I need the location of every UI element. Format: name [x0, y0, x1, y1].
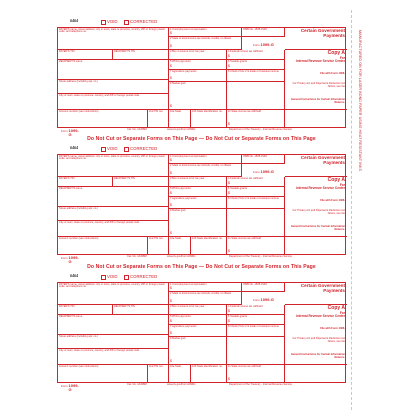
second-tin-field[interactable]: 2nd TIN not. [148, 110, 169, 128]
form-name: Form 1099-G [253, 297, 274, 302]
city-field[interactable]: City or town, state or province, country, and ZIP or foreign postal code [58, 349, 169, 365]
irs-url: www.irs.gov/Form1099G [167, 128, 196, 131]
void-box[interactable] [101, 20, 106, 25]
file-with-note: File with Form 1096. [320, 327, 345, 330]
payer-tin-field[interactable]: PAYER'S TIN [58, 305, 113, 315]
form-title: Certain Government Payments [285, 283, 347, 305]
corrected-label: CORRECTED [130, 146, 158, 151]
payer-tin-field[interactable]: PAYER'S TIN [58, 50, 113, 60]
recipient-name-field[interactable]: RECIPIENT'S name [58, 60, 169, 80]
form-1099g [57, 273, 346, 393]
form-1099g [57, 18, 346, 138]
corrected-box[interactable] [124, 147, 129, 152]
box6-field[interactable]: 6 Taxable grants $ [227, 315, 285, 325]
corrected-checkbox[interactable] [124, 147, 157, 152]
form-code: 6464 [70, 273, 78, 278]
second-tin-field[interactable]: 2nd TIN not. [148, 365, 169, 383]
general-instructions: General Instructions for Certain Information Returns. [285, 353, 347, 365]
corrected-label: CORRECTED [130, 274, 158, 279]
form-grid [57, 154, 346, 255]
side-blank [285, 237, 347, 255]
side-blank [285, 365, 347, 383]
side-blank [285, 110, 347, 128]
void-label: VOID [107, 146, 118, 151]
box4-field[interactable]: 4 Federal income tax withheld $ [227, 177, 285, 187]
payer-info-field[interactable]: PAYER'S name, street address, city or town, state or province, country, ZIP or foreign postal code, and telephone no. [58, 155, 169, 177]
margin-text-label: MANUFACTURED ON FOR LASER BOND PAPER USING HEAT RESISTANT INKS [358, 30, 362, 172]
box5-field[interactable]: 5 RTAA payments $ [169, 187, 227, 197]
box9-field[interactable]: 9 Market gain $ [169, 337, 227, 365]
general-instructions: General Instructions for Certain Information Returns. [285, 225, 347, 237]
form-name: Form 1099-G [253, 42, 274, 47]
corrected-checkbox[interactable] [124, 20, 157, 25]
form-code: 6464 [70, 145, 78, 150]
box10b-field[interactable]: 10b State identification no. [191, 110, 227, 128]
form-name: Form 1099-G [253, 169, 274, 174]
form-title: Certain Government Payments [285, 155, 347, 177]
file-with-note: File with Form 1096. [320, 72, 345, 75]
void-checkbox[interactable] [101, 147, 118, 152]
perforation-line [351, 10, 352, 410]
box1-field[interactable]: 1 Unemployment compensation $ [169, 28, 242, 37]
irs-url: www.irs.gov/Form1099G [167, 255, 196, 258]
account-number-field[interactable]: Account number (see instructions) [58, 110, 148, 128]
void-checkbox[interactable] [101, 20, 118, 25]
box10b-field[interactable]: 10b State identification no. [191, 365, 227, 383]
corrected-label: CORRECTED [130, 19, 158, 24]
account-number-field[interactable]: Account number (see instructions) [58, 237, 148, 255]
copy-a-block: Copy A For Internal Revenue Service Center [296, 177, 345, 191]
street-address-field[interactable]: Street address (including apt. no.) [58, 207, 169, 221]
margin-text [356, 30, 362, 410]
recipient-tin-field[interactable]: RECIPIENT'S TIN [113, 177, 169, 187]
recipient-tin-field[interactable]: RECIPIENT'S TIN [113, 50, 169, 60]
recipient-tin-field[interactable]: RECIPIENT'S TIN [113, 305, 169, 315]
department-label: Department of the Treasury - Internal Revenue Service [229, 128, 293, 131]
department-label: Department of the Treasury - Internal Revenue Service [229, 383, 293, 386]
box8-field[interactable]: 8 Check if box 2 is trade or business income [227, 325, 285, 337]
cat-number: Cat. No. 14438M [127, 255, 147, 258]
box8-field[interactable]: 8 Check if box 2 is trade or business income [227, 70, 285, 82]
box10b-field[interactable]: 10b State identification no. [191, 237, 227, 255]
box3-field[interactable]: 3 Box 2 amount is for tax year [169, 50, 227, 60]
form-code: 6464 [70, 18, 78, 23]
box2-field[interactable]: 2 State or local income tax refunds, credits, or offsets $ [169, 164, 242, 177]
corrected-checkbox[interactable] [124, 275, 157, 280]
box9-field[interactable]: 9 Market gain $ [169, 82, 227, 110]
privacy-note: For Privacy Act and Paperwork Reduction Act Notice, see the [292, 209, 345, 215]
form-grid [57, 282, 346, 383]
copy-a-block: Copy A For Internal Revenue Service Center [296, 50, 345, 64]
void-checkbox[interactable] [101, 275, 118, 280]
cat-number: Cat. No. 14438M [127, 383, 147, 386]
payer-info-field[interactable]: PAYER'S name, street address, city or town, state or province, country, ZIP or foreign postal code, and telephone no. [58, 28, 169, 50]
cut-notice: Do Not Cut or Separate Forms on This Page — Do Not Cut or Separate Forms on This Page [87, 264, 316, 270]
box9-field[interactable]: 9 Market gain $ [169, 209, 227, 237]
box3-field[interactable]: 3 Box 2 amount is for tax year [169, 177, 227, 187]
corrected-box[interactable] [124, 275, 129, 280]
general-instructions: General Instructions for Certain Information Returns. [285, 98, 347, 110]
box4-field[interactable]: 4 Federal income tax withheld $ [227, 305, 285, 315]
box11-field[interactable]: 11 State income tax withheld $ [227, 237, 285, 255]
box7-field[interactable]: 7 Agriculture payments $ [169, 325, 227, 337]
footer-form-name: Form 1099-G [61, 255, 79, 265]
blank-field [227, 209, 285, 237]
street-address-field[interactable]: Street address (including apt. no.) [58, 335, 169, 349]
recipient-name-field[interactable]: RECIPIENT'S name [58, 187, 169, 207]
box8-field[interactable]: 8 Check if box 2 is trade or business income [227, 197, 285, 209]
omb-number: OMB No. 1545-0120 [242, 28, 285, 37]
void-label: VOID [107, 19, 118, 24]
box7-field[interactable]: 7 Agriculture payments $ [169, 197, 227, 209]
box3-field[interactable]: 3 Box 2 amount is for tax year [169, 305, 227, 315]
box11-field[interactable]: 11 State income tax withheld $ [227, 110, 285, 128]
corrected-box[interactable] [124, 20, 129, 25]
box5-field[interactable]: 5 RTAA payments $ [169, 315, 227, 325]
box7-field[interactable]: 7 Agriculture payments $ [169, 70, 227, 82]
footer-form-name: Form 1099-G [61, 128, 79, 138]
box5-field[interactable]: 5 RTAA payments $ [169, 60, 227, 70]
payer-info-field[interactable]: PAYER'S name, street address, city or town, state or province, country, ZIP or foreign postal code, and telephone no. [58, 283, 169, 305]
cat-number: Cat. No. 14438M [127, 128, 147, 131]
box10a-field[interactable]: 10a State [169, 110, 191, 128]
form-footer [57, 383, 346, 393]
footer-form-name: Form 1099-G [61, 383, 79, 393]
file-with-note: File with Form 1096. [320, 199, 345, 202]
void-label: VOID [107, 274, 118, 279]
omb-number: OMB No. 1545-0120 [242, 155, 285, 164]
omb-number: OMB No. 1545-0120 [242, 283, 285, 292]
copy-a-block: Copy A For Internal Revenue Service Center [296, 305, 345, 319]
box6-field[interactable]: 6 Taxable grants $ [227, 187, 285, 197]
privacy-note: For Privacy Act and Paperwork Reduction Act Notice, see the [292, 82, 345, 88]
form-footer [57, 128, 346, 138]
city-field[interactable]: City or town, state or province, country, and ZIP or foreign postal code [58, 94, 169, 110]
blank-field [227, 82, 285, 110]
second-tin-field[interactable]: 2nd TIN not. [148, 237, 169, 255]
blank-field [227, 337, 285, 365]
box1-field[interactable]: 1 Unemployment compensation $ [169, 155, 242, 164]
box2-field[interactable]: 2 State or local income tax refunds, credits, or offsets $ [169, 292, 242, 305]
account-number-field[interactable]: Account number (see instructions) [58, 365, 148, 383]
box2-field[interactable]: 2 State or local income tax refunds, credits, or offsets $ [169, 37, 242, 50]
payer-tin-field[interactable]: PAYER'S TIN [58, 177, 113, 187]
irs-url: www.irs.gov/Form1099G [167, 383, 196, 386]
box4-field[interactable]: 4 Federal income tax withheld $ [227, 50, 285, 60]
privacy-note: For Privacy Act and Paperwork Reduction Act Notice, see the [292, 337, 345, 343]
recipient-name-field[interactable]: RECIPIENT'S name [58, 315, 169, 335]
void-box[interactable] [101, 147, 106, 152]
box1-field[interactable]: 1 Unemployment compensation $ [169, 283, 242, 292]
city-field[interactable]: City or town, state or province, country, and ZIP or foreign postal code [58, 221, 169, 237]
department-label: Department of the Treasury - Internal Revenue Service [229, 255, 293, 258]
street-address-field[interactable]: Street address (including apt. no.) [58, 80, 169, 94]
form-1099g [57, 145, 346, 265]
box10a-field[interactable]: 10a State [169, 365, 191, 383]
box6-field[interactable]: 6 Taxable grants $ [227, 60, 285, 70]
box11-field[interactable]: 11 State income tax withheld $ [227, 365, 285, 383]
form-footer [57, 255, 346, 265]
form-grid [57, 27, 346, 128]
cut-notice: Do Not Cut or Separate Forms on This Page — Do Not Cut or Separate Forms on This Page [87, 136, 316, 142]
box10a-field[interactable]: 10a State [169, 237, 191, 255]
void-box[interactable] [101, 275, 106, 280]
form-title: Certain Government Payments [285, 28, 347, 50]
